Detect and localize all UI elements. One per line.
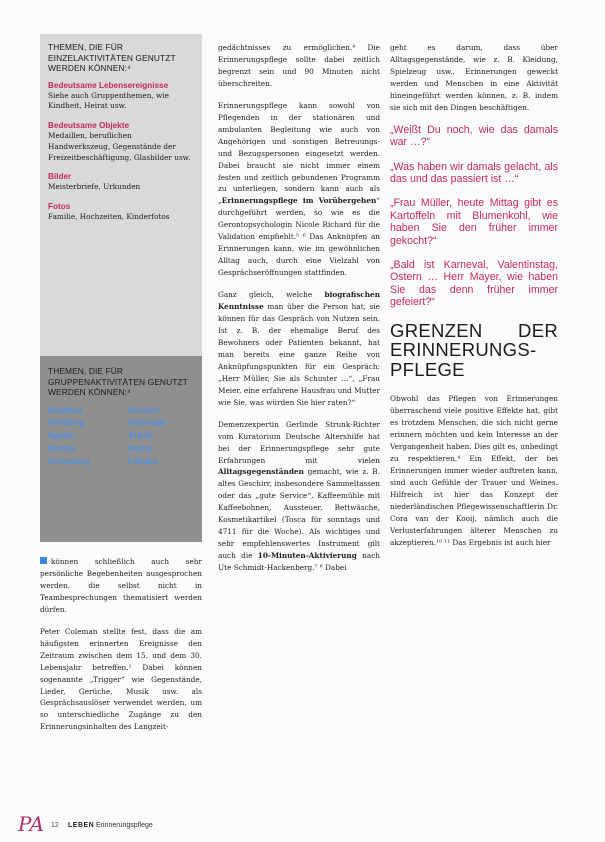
- paragraph: [218, 419, 380, 574]
- section-label: LEBEN: [68, 822, 95, 829]
- emphasis: 10-Minuten-Aktivierung: [257, 551, 357, 561]
- paragraph: Peter Coleman stellte fest, dass die am häufigsten erinnerten Ereignisse den Zeitraum zwischen dem 15. und dem 30. Lebensjahr betreffen.¹ Dabei können sogenannte „Trigger“ wie Gegenstände, Lieder, Gerüche, Musik usw. als Gesprächsauslöser verwendet werden, um so unterschiedliche Zugänge zu den Erinnerungsinhalten des Langzeit-: [40, 626, 202, 732]
- text-column-3: [390, 42, 558, 559]
- category-pictures: [48, 172, 194, 193]
- category-text: Familie, Hochzeiten, Kinderfotos: [48, 212, 170, 222]
- group-topic: Arbeit: [128, 430, 153, 441]
- group-topic: Kochen: [128, 404, 160, 415]
- emphasis: Erinnerungspflege im Vorübergehen: [221, 196, 377, 206]
- text-run: man über die Person hat, sie können für das Gespräch von Nutzen sein. Ist z. B. der ehemalige Beruf des Bewohners oder Patienten bekannt, hat man bereits eine ganze Reihe von Anknüpfungspunkten für ein Gespräch: „Herr Müller, Sie als Schuster …“, „Frau Meier, eine erfahrene Hausfrau und Mutter wie Sie, was würden Sie hier raten?“: [218, 302, 380, 407]
- paragraph: Obwohl das Pflegen von Erinnerungen überraschend viele positive Effekte hat, gibt es trotzdem Menschen, die sich nicht gerne erinnern möchten und kein Interesse an der Vergangenheit haben. Dies gilt es, unbedingt zu respektieren.⁴ Ein Effekt, der bei Erinnerungen immer wieder auftreten kann, sind auch Gefühle der Trauer und Weines. Hilfreich ist hier das Konzept der niederländischen Pflegewissenschaftlerin Dr. Cora van der Kooij, nämlich auch die Verlusterfahrungen älterer Menschen zu akzeptieren.¹⁰ ¹¹ Das Ergebnis ist auch hier: [390, 394, 558, 547]
- category-heading: Bedeutsame Lebensereignisse: [48, 80, 169, 90]
- individual-activities-box: [40, 34, 202, 356]
- pull-quote: „Was haben wir damals gelacht, als das und das passiert ist …“: [390, 160, 558, 185]
- paragraph: gedächtnisses zu ermöglichen.⁴ Die Erinnerungspflege sollte dabei zeitlich begrenzt sein und 90 Minuten nicht überschreiten.: [218, 43, 380, 88]
- text-run: nach Ute Schmidt-Hackenberg.⁷ ⁸ Dabei: [218, 551, 380, 573]
- paragraph: [218, 100, 380, 279]
- group-topic: Schule: [48, 442, 77, 453]
- page-number: 12: [51, 822, 59, 829]
- individual-activities-title: THEMEN, DIE FÜR EINZELAKTIVITÄTEN GENUTZT WERDEN KÖNNEN:⁴: [48, 42, 176, 73]
- category-heading: Bedeutsame Objekte: [48, 121, 129, 131]
- text-run: Demenzexpertin Gerlinde Strunk-Richter vom Kuratorium Deutsche Altershilfe hat bei der Erinnerungspflege sehr gute Erfahrungen mit vielen: [218, 419, 380, 465]
- page-footer: [18, 814, 578, 836]
- category-life-events: [48, 81, 194, 113]
- category-heading: Bilder: [48, 172, 72, 182]
- group-topic: Familie: [128, 455, 158, 466]
- category-text: Meisterbriefe, Urkunden: [48, 182, 141, 192]
- pull-quote: „Weißt Du noch, wie das damals war …?“: [390, 123, 558, 149]
- category-photos: [48, 202, 194, 223]
- group-topic: Spiele: [48, 430, 74, 441]
- group-activities-title: THEMEN, DIE FÜR GRUPPENAKTIVITÄTEN GENUTZT WERDEN KÖNNEN:⁴: [48, 366, 188, 397]
- group-activities-box: [40, 356, 202, 542]
- text-run: Ganz gleich, welche: [218, 290, 325, 300]
- text-run: “ durchgeführt werden, so wie es die Gerontopsychologin Nicole Richard für die Validation empfiehlt.⁵ ⁶ Das Anknüpfen an Erinnerungen kann, wie im gewöhnlichen Alltag auch, durch eine Vielzahl von Gesprächseröffnungen stattfinden.: [218, 196, 380, 278]
- group-topics-grid: [48, 405, 194, 468]
- text-column-2: [218, 42, 380, 584]
- paragraph-text: können schließlich auch sehr persönliche Begebenheiten ausgesprochen werden, die selbst nicht in Teambesprechungen thematisiert werden dürfen.: [40, 557, 202, 614]
- emphasis: biografischen Kenntnisse: [218, 290, 380, 312]
- magazine-logo: PA: [18, 812, 45, 836]
- text-column-1: [40, 556, 202, 743]
- paragraph: geht es darum, dass über Alltagsgegenstände, wie z. B. Kleidung, Spielzeug usw., Erinnerungen geweckt werden und Menschen in eine Aktivität hineingeführt werden können, z. B. indem sie sich mit den Dingen beschäftigen.: [390, 43, 558, 112]
- subsection-label: Erinnerungspflege: [96, 822, 153, 829]
- group-topic: Feiertage: [128, 417, 167, 428]
- category-heading: Fotos: [48, 202, 71, 212]
- group-topic: Kleidung: [48, 417, 85, 428]
- category-objects: [48, 121, 194, 163]
- pull-quote: „Bald ist Karneval, Valentinstag, Ostern … Herr Mayer, wie haben Sie das denn früher immer gefeiert?“: [390, 258, 558, 309]
- paragraph-marker-icon: [40, 557, 47, 564]
- group-topic: Heirat: [128, 442, 153, 453]
- text-run: gemacht, wie z. B. altes Geschirr, insbesondere Sammeltassen oder das „gute Service“, Kaffeemühle mit Kaffeebohnen, Aussteuer, Bettwäsche, Kosmetikartikel (Tosca für sonntags und 4711 für die Woche). Als wichtiges und sehr empfehlenswertes Instrument gilt auch die: [218, 467, 380, 561]
- category-text: Siehe auch Gruppenthemen, wie Kindheit, Heirat usw.: [48, 90, 169, 111]
- paragraph: [40, 556, 202, 616]
- text-run: Erinnerungspflege kann sowohl von Pflegenden in der stationären und ambulanten Begleitung wie auch von Angehörigen und sonstigen Betreuungs- und Bezugspersonen eingesetzt werden. Dabei braucht sie nicht immer einem festen und zeitlich gebundenen Programm zu unterliegen, sondern kann auch als „: [218, 100, 380, 206]
- category-text: Medaillen, beruflichen Handwerkszeug, Gegenstände der Freizeitbeschäftigung, Glasbilder usw.: [48, 131, 191, 162]
- group-topic: Erziehung: [48, 455, 90, 466]
- section-heading: GRENZEN DER ERINNERUNGS-PFLEGE: [390, 319, 558, 380]
- pull-quote: „Frau Müller, heute Mittag gibt es Kartoffeln mit Blumenkohl, wie haben Sie den früher immer gekocht?“: [390, 197, 558, 247]
- group-topic: Kindheit: [48, 404, 83, 415]
- emphasis: Alltagsgegenständen: [218, 467, 304, 477]
- paragraph: [218, 289, 380, 409]
